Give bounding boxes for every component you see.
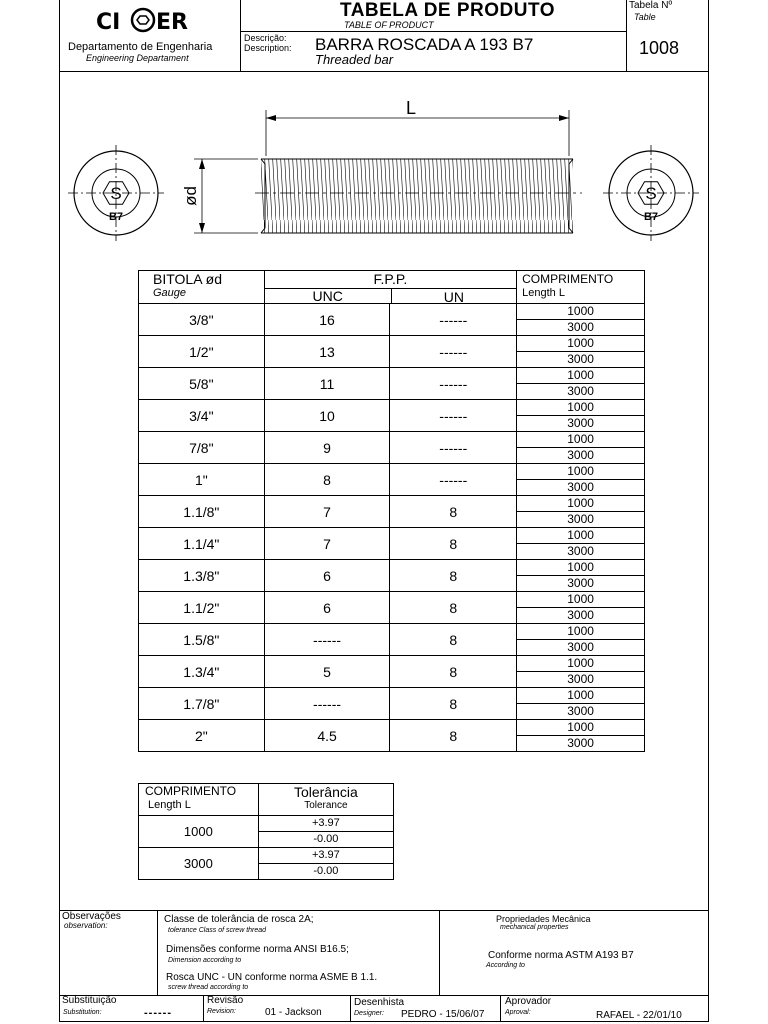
cell-un: 8 — [390, 528, 517, 560]
document-title: TABELA DE PRODUTO — [340, 0, 556, 21]
observation-2: Dimensões conforme norma ANSI B16.5; — [166, 944, 349, 955]
cell-un: ------ — [390, 368, 517, 400]
tol-header-length-en: Length L — [148, 799, 191, 811]
threaded-bar-drawing — [60, 72, 708, 252]
cell-gauge: 1.5/8" — [139, 624, 265, 656]
cell-length — [517, 688, 645, 720]
document-title-en: TABLE OF PRODUCT — [344, 20, 434, 30]
length-1000: 1000 — [517, 368, 644, 384]
approver-label: Aprovador — [505, 996, 552, 1007]
tol-length: 1000 — [139, 816, 259, 848]
table-row — [139, 336, 645, 368]
cell-unc: 6 — [264, 560, 390, 592]
length-3000: 3000 — [567, 384, 594, 398]
table-row — [139, 688, 645, 720]
cell-gauge: 1.1/4" — [139, 528, 265, 560]
left-nut-grade: B7 — [108, 211, 124, 223]
cell-gauge: 7/8" — [139, 432, 265, 464]
mechanical-properties-label-en: mechanical properties — [500, 924, 569, 931]
svg-text:ER: ER — [156, 10, 188, 34]
designer-label: Desenhista — [354, 997, 405, 1008]
length-3000: 3000 — [567, 448, 594, 462]
table-row — [139, 624, 645, 656]
cell-gauge: 1.3/4" — [139, 656, 265, 688]
length-3000: 3000 — [567, 416, 594, 430]
cell-un: 8 — [390, 624, 517, 656]
table-row — [139, 432, 645, 464]
length-3000: 3000 — [567, 640, 594, 654]
length-3000: 3000 — [567, 512, 594, 526]
description-label-en: Description: — [244, 43, 292, 53]
table-row — [139, 304, 645, 336]
cell-un: ------ — [390, 336, 517, 368]
document-sheet — [59, 0, 709, 1022]
cell-unc: 9 — [264, 432, 390, 464]
cell-length — [517, 304, 645, 336]
length-3000: 3000 — [567, 320, 594, 334]
cell-un: 8 — [390, 496, 517, 528]
cell-length — [517, 400, 645, 432]
tol-row — [139, 848, 394, 880]
tol-minus: -0.00 — [313, 865, 339, 877]
cell-gauge: 2" — [139, 720, 265, 752]
length-3000: 3000 — [567, 672, 594, 686]
cell-unc: 6 — [264, 592, 390, 624]
length-dimension — [266, 98, 569, 156]
observation-3-en: screw thread according to — [168, 984, 249, 991]
length-1000: 1000 — [517, 528, 644, 544]
diameter-label: ød — [181, 186, 200, 206]
length-1000: 1000 — [517, 720, 644, 736]
diameter-dimension — [181, 159, 258, 233]
table-row — [139, 528, 645, 560]
company-logo — [96, 6, 188, 34]
cell-gauge: 1.1/2" — [139, 592, 265, 624]
observation-label-en: observation: — [64, 921, 108, 930]
cell-unc: 13 — [264, 336, 390, 368]
length-1000: 1000 — [517, 304, 644, 320]
header-length: COMPRIMENTO — [522, 272, 614, 286]
cell-length — [517, 368, 645, 400]
cell-gauge: 3/4" — [139, 400, 265, 432]
substitution-label: Substituição — [62, 995, 117, 1006]
table-row — [139, 656, 645, 688]
length-1000: 1000 — [517, 464, 644, 480]
cell-un: ------ — [390, 432, 517, 464]
tol-values — [258, 816, 393, 848]
cell-un: 8 — [390, 560, 517, 592]
table-number-label: Tabela Nº — [629, 0, 673, 11]
cell-un: ------ — [390, 400, 517, 432]
cell-length — [517, 624, 645, 656]
length-1000: 1000 — [517, 656, 644, 672]
cell-unc: 16 — [264, 304, 390, 336]
table-row — [139, 496, 645, 528]
cell-gauge: 1" — [139, 464, 265, 496]
header-unc: UNC — [265, 289, 392, 303]
cell-unc: 8 — [264, 464, 390, 496]
cell-length — [517, 496, 645, 528]
cell-unc: ------ — [264, 624, 390, 656]
designer-value: PEDRO - 15/06/07 — [401, 1009, 485, 1020]
table-row — [139, 720, 645, 752]
cell-gauge: 1/2" — [139, 336, 265, 368]
length-3000: 3000 — [567, 544, 594, 558]
department-name-en: Engineering Departament — [86, 53, 189, 63]
cell-unc: 5 — [264, 656, 390, 688]
table-header-row — [139, 271, 645, 304]
length-label: L — [405, 98, 417, 118]
header-gauge-en: Gauge — [153, 287, 187, 299]
tol-minus: -0.00 — [313, 833, 339, 845]
table-number-label-en: Table — [634, 12, 656, 22]
cell-length — [517, 336, 645, 368]
length-1000: 1000 — [517, 336, 644, 352]
tol-header-row — [139, 784, 394, 816]
observation-3: Rosca UNC - UN conforme norma ASME B 1.1. — [166, 972, 378, 983]
table-number: 1008 — [639, 38, 680, 58]
observation-2-en: Dimension according to — [168, 957, 242, 964]
cell-un: ------ — [390, 464, 517, 496]
observation-1-en: tolerance Class of screw thread — [168, 927, 267, 934]
length-1000: 1000 — [517, 624, 644, 640]
cell-length — [517, 560, 645, 592]
cell-unc: 7 — [264, 528, 390, 560]
length-1000: 1000 — [517, 400, 644, 416]
bar-body — [255, 159, 582, 233]
mechanical-properties-value-en: According to — [486, 962, 525, 969]
header-fpp: F.P.P. — [373, 271, 408, 287]
tol-header-tol-en: Tolerance — [304, 800, 348, 811]
cell-unc: 7 — [264, 496, 390, 528]
observation-1: Classe de tolerância de rosca 2A; — [164, 914, 314, 925]
cell-length — [517, 656, 645, 688]
cell-unc: 11 — [264, 368, 390, 400]
approver-value: RAFAEL - 22/01/10 — [596, 1010, 682, 1021]
revision-label: Revisão — [207, 995, 244, 1006]
designer-label-en: Designer: — [354, 1010, 384, 1017]
cell-length — [517, 592, 645, 624]
tol-row — [139, 816, 394, 848]
cell-length — [517, 432, 645, 464]
table-row — [139, 400, 645, 432]
cell-un: ------ — [390, 304, 517, 336]
header-length-en: Length L — [522, 287, 565, 299]
tol-header-tol: Tolerância — [293, 784, 358, 800]
left-end-view — [68, 145, 164, 241]
cell-gauge: 3/8" — [139, 304, 265, 336]
cell-unc: 4.5 — [264, 720, 390, 752]
header-un: UN — [443, 289, 465, 305]
length-1000: 1000 — [517, 592, 644, 608]
cell-length — [517, 720, 645, 752]
substitution-label-en: Substitution: — [63, 1009, 102, 1016]
cell-length — [517, 464, 645, 496]
length-3000: 3000 — [567, 608, 594, 622]
revision-label-en: Revision: — [207, 1008, 236, 1015]
tol-values — [258, 848, 393, 880]
product-name-en: Threaded bar — [315, 52, 394, 67]
cell-un: 8 — [390, 688, 517, 720]
approver-label-en: Aproval: — [505, 1009, 531, 1016]
cell-gauge: 1.3/8" — [139, 560, 265, 592]
mechanical-properties-label: Propriedades Mecânica — [496, 914, 591, 924]
cell-unc: ------ — [264, 688, 390, 720]
tol-header-length: COMPRIMENTO — [145, 784, 237, 798]
mechanical-properties-value: Conforme norma ASTM A193 B7 — [488, 950, 634, 961]
svg-text:CI: CI — [96, 10, 121, 34]
tol-plus: +3.97 — [259, 816, 393, 832]
cell-gauge: 5/8" — [139, 368, 265, 400]
table-row — [139, 592, 645, 624]
length-3000: 3000 — [567, 576, 594, 590]
cell-length — [517, 528, 645, 560]
product-table — [138, 270, 645, 752]
table-row — [139, 368, 645, 400]
cell-un: 8 — [390, 720, 517, 752]
tol-length: 3000 — [139, 848, 259, 880]
left-nut-letter: S — [110, 184, 122, 203]
cell-gauge: 1.7/8" — [139, 688, 265, 720]
right-end-view — [603, 145, 699, 241]
substitution-value: ------ — [144, 1007, 172, 1019]
cell-unc: 10 — [264, 400, 390, 432]
length-3000: 3000 — [567, 352, 594, 366]
right-nut-letter: S — [645, 184, 657, 203]
department-name: Departamento de Engenharia — [68, 41, 213, 53]
length-1000: 1000 — [517, 432, 644, 448]
length-1000: 1000 — [517, 560, 644, 576]
observation-label: Observações — [62, 911, 121, 922]
cell-un: 8 — [390, 656, 517, 688]
length-1000: 1000 — [517, 496, 644, 512]
length-3000: 3000 — [567, 704, 594, 718]
header-gauge: BITOLA ød — [153, 271, 222, 287]
tol-plus: +3.97 — [259, 848, 393, 864]
table-row — [139, 464, 645, 496]
revision-value: 01 - Jackson — [265, 1007, 322, 1018]
length-3000: 3000 — [567, 736, 594, 750]
length-3000: 3000 — [567, 480, 594, 494]
description-label: Descrição: — [244, 33, 287, 43]
product-name: BARRA ROSCADA A 193 B7 — [315, 35, 534, 54]
cell-un: 8 — [390, 592, 517, 624]
cell-gauge: 1.1/8" — [139, 496, 265, 528]
tolerance-table — [138, 783, 394, 880]
length-1000: 1000 — [517, 688, 644, 704]
table-row — [139, 560, 645, 592]
right-nut-grade: B7 — [643, 211, 659, 223]
